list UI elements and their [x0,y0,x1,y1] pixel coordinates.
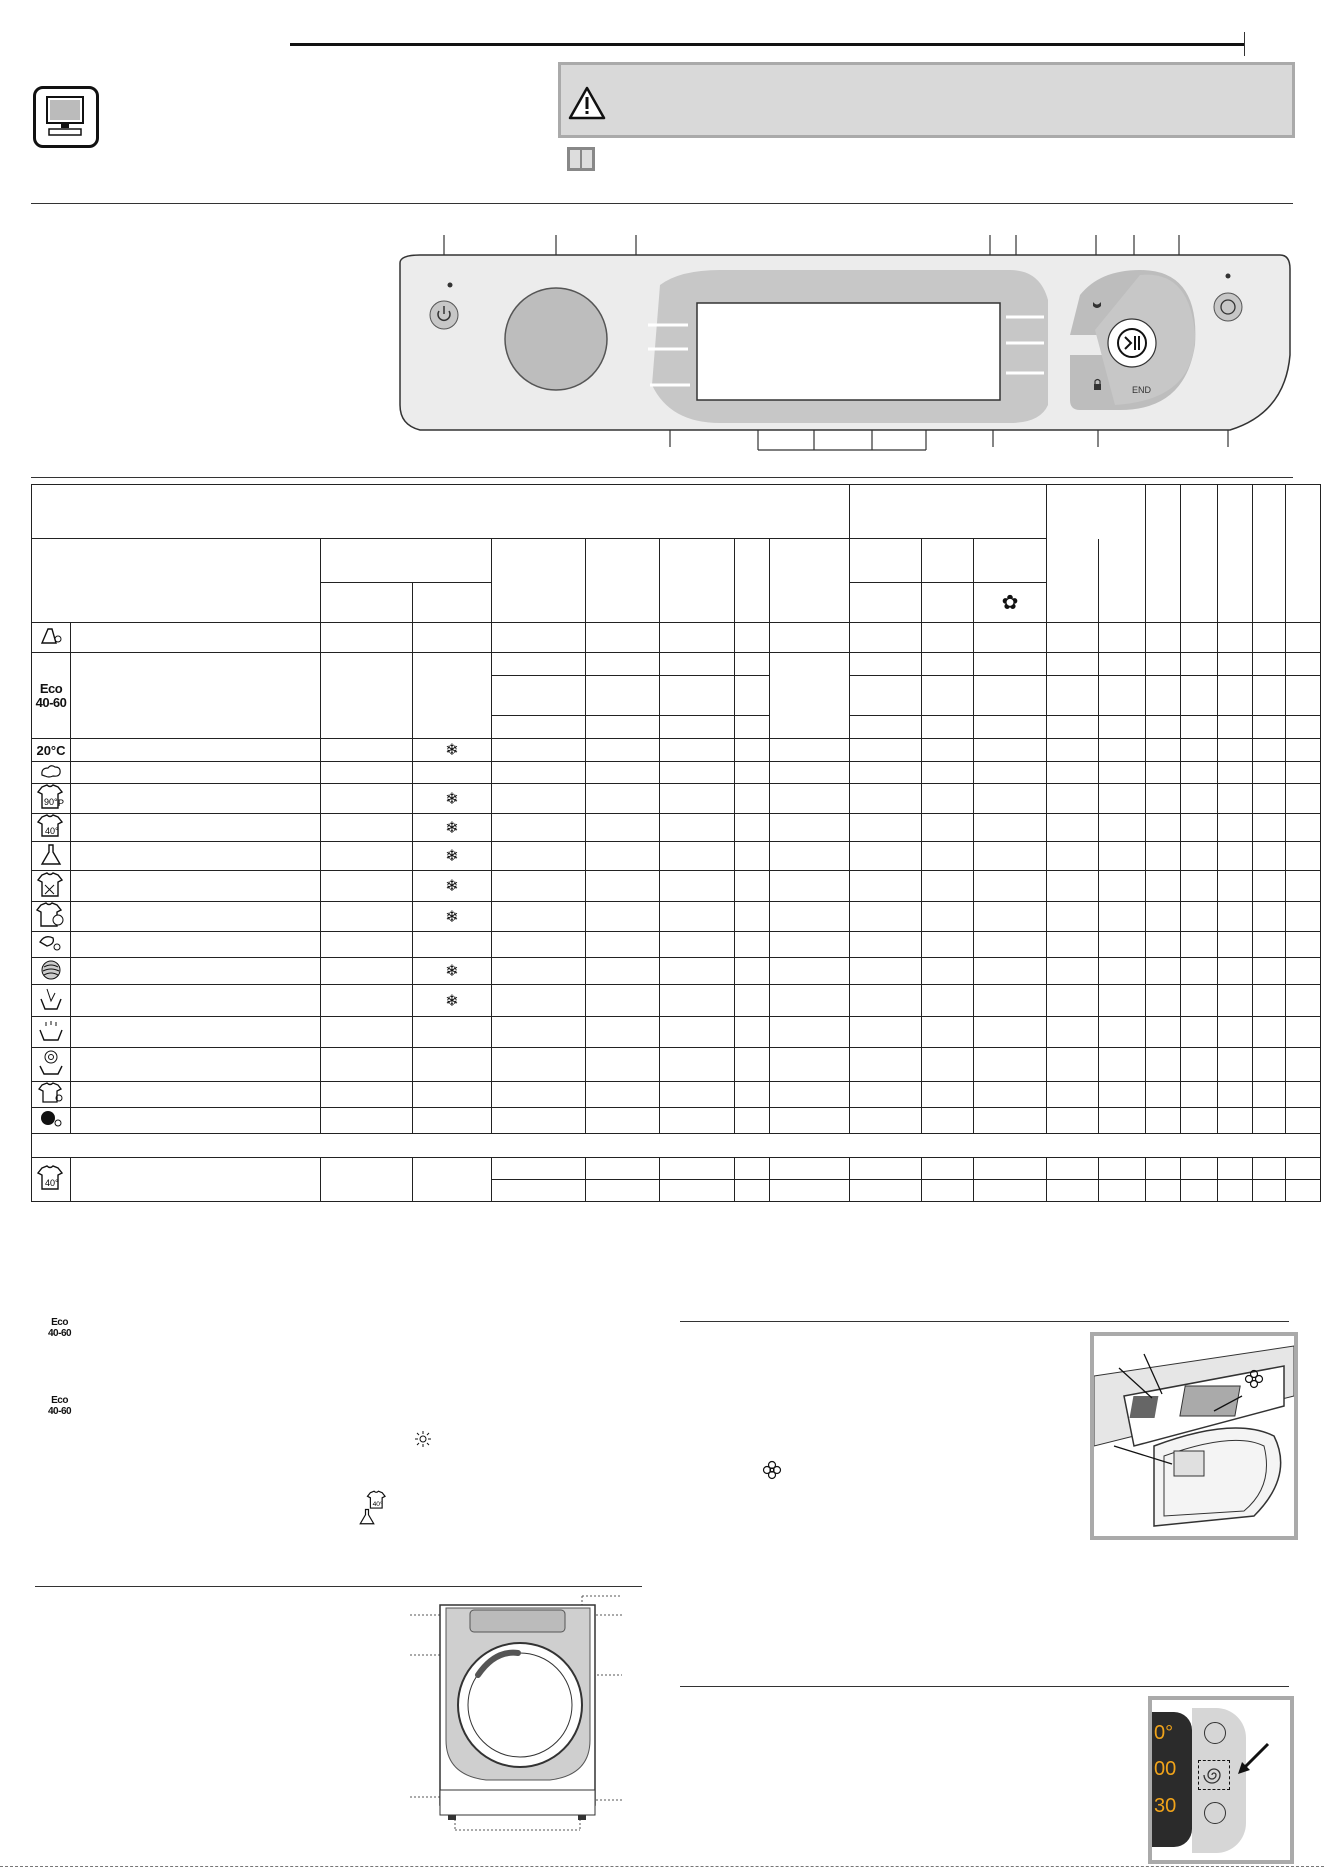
computer-monitor-icon [33,86,99,148]
shirt-90-icon [32,784,71,814]
display-digit: 0° [1154,1722,1174,1744]
spiral-icon [1198,1760,1230,1790]
table-header-cell [1253,485,1286,623]
section-rule-5 [35,1586,642,1587]
snowflake-icon: ❄ [413,814,492,842]
control-panel-diagram [380,225,1300,455]
shirt-color-icon [32,902,71,932]
table-header-cell [32,485,850,539]
table-row [32,1134,1321,1158]
section-rule-3 [680,1321,1289,1322]
eco-4060-note-icon: Eco 40-60 [48,1395,72,1417]
sun-icon [414,1430,432,1448]
shirt-sun-icon [32,1082,71,1108]
mixed-icon [32,762,71,784]
arrow-icon [1232,1740,1272,1780]
rinse-icon [32,1017,71,1048]
section-rule-2 [31,477,1293,478]
table-row [32,985,1321,1017]
detergent-drawer-image [1090,1332,1298,1540]
flower-softener-icon [762,1460,782,1480]
shirt-x-icon [32,871,71,902]
display-digit: 00 [1154,1758,1177,1780]
shirt-40-icon [32,814,71,842]
snowflake-icon: ❄ [413,784,492,814]
cotton-stain-icon [32,623,71,653]
flower-softener-icon: ✿ [974,583,1047,623]
table-row [32,762,1321,784]
bottom-dashed-rule [0,1866,1324,1867]
table-row [32,1158,1321,1180]
dark-sun-icon [32,1108,71,1134]
synthetic-flask-icon [358,1508,376,1526]
table-row [32,1082,1321,1108]
display-inset-image [1148,1696,1294,1864]
eco-4060-icon: Eco 40-60 [32,653,71,739]
bed-sun-icon [32,932,71,958]
snowflake-icon: ❄ [413,902,492,932]
spin-drain-icon [32,1048,71,1082]
display-digit: 30 [1154,1795,1177,1817]
table-row [32,814,1321,842]
svg-text:40°: 40° [45,1178,59,1188]
table-header-cell [32,539,321,623]
table-row [32,653,1321,676]
synthetic-flask-icon [32,842,71,871]
table-header-cell [1218,485,1253,623]
table-row [32,958,1321,985]
table-header-cell [321,539,492,583]
programme-table [31,484,1321,1202]
eco-4060-note-icon: Eco 40-60 [48,1317,72,1339]
snowflake-icon: ❄ [413,985,492,1017]
warning-triangle-icon [567,85,607,121]
table-row [32,902,1321,932]
section-rule-4 [680,1686,1289,1687]
snowflake-icon: ❄ [413,871,492,902]
table-header-cell [1146,485,1181,623]
table-row [32,1108,1321,1134]
table-row [32,739,1321,762]
book-icon [566,146,596,172]
temperature-icon [1204,1722,1226,1744]
svg-text:40°: 40° [45,826,59,836]
table-row [32,1048,1321,1082]
temp-20c-label: 20°C [32,739,71,762]
table-row [32,1017,1321,1048]
wool-icon [32,958,71,985]
section-rule-1 [31,203,1293,204]
snowflake-icon: ❄ [413,958,492,985]
end-label: END [1132,385,1152,395]
svg-text:40°: 40° [372,1500,383,1508]
table-header-cell [1181,485,1218,623]
table-row [32,842,1321,871]
snowflake-icon: ❄ [413,842,492,871]
header-rule-tick [1244,32,1245,56]
shirt-40-icon [32,1158,71,1202]
table-header-cell [850,485,1047,539]
washer-front-diagram [400,1590,630,1850]
warning-box [558,62,1295,138]
table-row [32,871,1321,902]
table-row [32,623,1321,653]
table-header-cell [1286,485,1321,623]
delay-icon [1204,1802,1226,1824]
shirt-40-icon [366,1490,388,1510]
svg-text:P: P [58,798,65,808]
snowflake-icon: ❄ [413,739,492,762]
handwash-icon [32,985,71,1017]
svg-text:90°: 90° [44,797,58,807]
table-row [32,784,1321,814]
table-row [32,932,1321,958]
header-rule [290,43,1244,46]
table-header-cell [1047,485,1146,539]
